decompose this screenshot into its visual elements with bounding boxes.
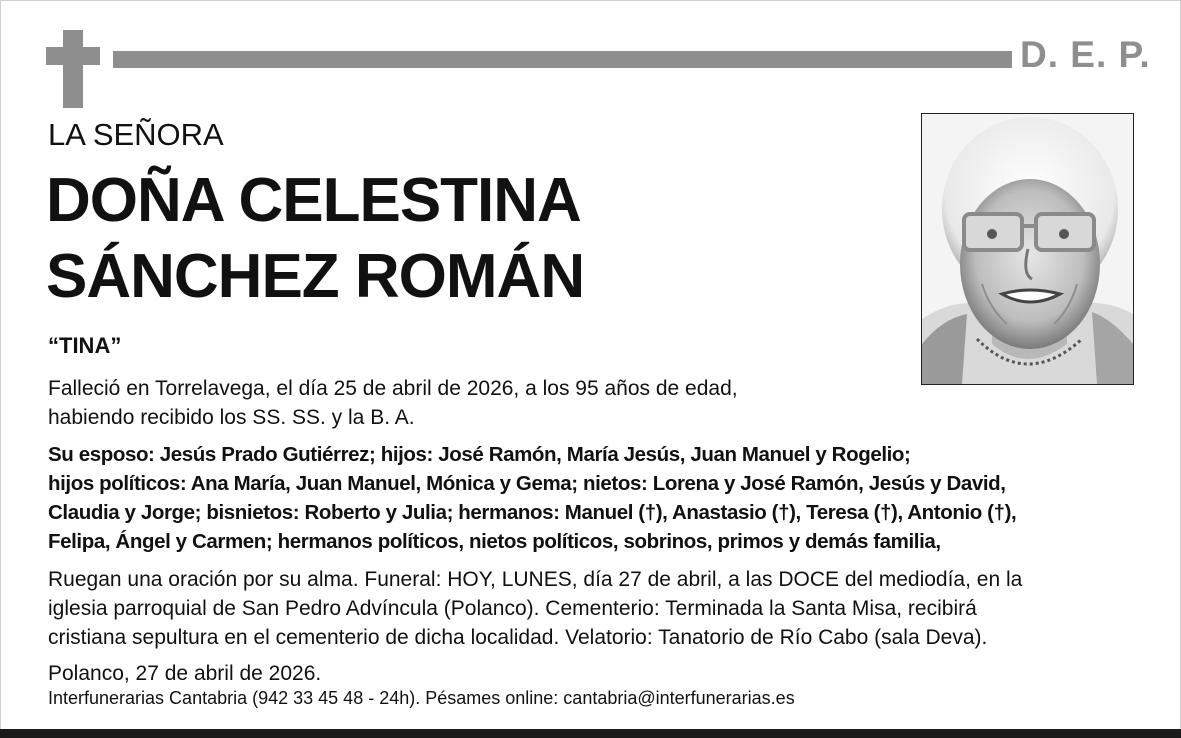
dep-label: D. E. P.: [1020, 34, 1151, 75]
deceased-name-line2: SÁNCHEZ ROMÁN: [46, 242, 585, 311]
family-line: Claudia y Jorge; bisnietos: Roberto y Julia; hermanos: Manuel (†), Anastasio (†), Teresa (†), Antonio (†),: [48, 501, 1017, 524]
deceased-name: [46, 163, 584, 315]
deceased-name-line1: DOÑA CELESTINA: [46, 166, 581, 235]
portrait-photo: [921, 113, 1134, 385]
death-notice-line: Falleció en Torrelavega, el día 25 de abril de 2026, a los 95 años de edad,: [48, 377, 738, 400]
family-line: hijos políticos: Ana María, Juan Manuel, Mónica y Gema; nietos: Lorena y José Ramón, Jesús y David,: [48, 472, 1006, 495]
service-line: cristiana sepultura en el cementerio de dicha localidad. Velatorio: Tanatorio de Río Cabo (sala Deva).: [48, 626, 988, 649]
family-line: Felipa, Ángel y Carmen; hermanos políticos, nietos políticos, sobrinos, primos y demás familia,: [48, 530, 941, 553]
family-line: Su esposo: Jesús Prado Gutiérrez; hijos: José Ramón, María Jesús, Juan Manuel y Rogelio;: [48, 443, 911, 466]
funeral-home-footer: Interfunerarias Cantabria (942 33 45 48 - 24h). Pésames online: cantabria@interfunerarias.es: [48, 688, 795, 708]
death-notice: [48, 374, 878, 432]
cross-icon-vertical: [63, 30, 83, 108]
portrait-image: [922, 114, 1133, 384]
bottom-bar: [0, 729, 1181, 738]
service-line: Ruegan una oración por su alma. Funeral: HOY, LUNES, día 27 de abril, a las DOCE del mediodía, en la: [48, 568, 1023, 591]
death-notice-line: habiendo recibido los SS. SS. y la B. A.: [48, 406, 415, 429]
service-details: [48, 565, 1158, 652]
service-line: iglesia parroquial de San Pedro Advíncula (Polanco). Cementerio: Terminada la Santa Misa, recibirá: [48, 597, 977, 620]
family-list: [48, 440, 1158, 556]
header-rule: [113, 51, 1012, 68]
honorific: LA SEÑORA: [48, 117, 224, 152]
cross-icon-horizontal: [46, 47, 100, 65]
nickname: “TINA”: [48, 333, 122, 358]
place-date: Polanco, 27 de abril de 2026.: [48, 662, 322, 685]
